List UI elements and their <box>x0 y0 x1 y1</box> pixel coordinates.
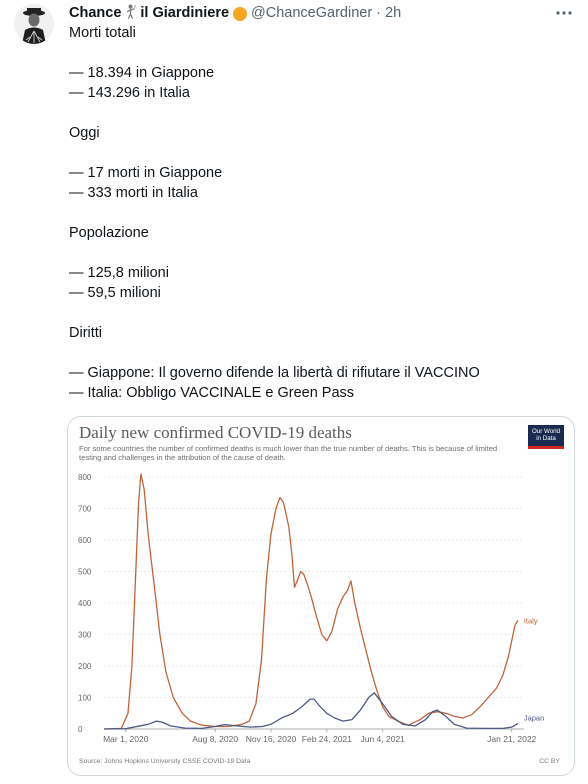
tweet-line: Diritti <box>69 325 103 341</box>
chart-series-line-japan <box>104 693 518 729</box>
owid-logo-line: Our World <box>531 428 561 435</box>
tweet-line: — 143.296 in Italia <box>69 85 190 101</box>
chart-x-tick-label: Aug 8, 2020 <box>192 734 239 744</box>
tweet-line: — 18.394 in Giappone <box>69 65 215 81</box>
display-name[interactable]: Chance <box>69 5 122 21</box>
tweet-text <box>69 23 569 403</box>
owid-logo-line: in Data <box>536 435 556 442</box>
chart-x-tick-label: Mar 1, 2020 <box>103 734 149 744</box>
chart-y-tick-label: 400 <box>78 599 92 608</box>
tweet-line <box>69 43 569 63</box>
owid-logo <box>528 425 564 449</box>
chart-y-tick-label: 700 <box>78 504 92 514</box>
tweet-line: Morti totali <box>69 25 136 41</box>
chart-legend-label-japan: Japan <box>523 713 545 723</box>
avatar-image <box>14 4 54 44</box>
tweet-line: — Italia: Obbligo VACCINALE e Green Pass <box>69 385 355 401</box>
avatar[interactable] <box>14 4 54 44</box>
chart-x-tick-label: Jan 21, 2022 <box>487 734 537 744</box>
tweet-line <box>69 243 569 263</box>
orange-emoji-icon <box>233 7 247 21</box>
more-options-button[interactable] <box>552 4 576 22</box>
tweet-line <box>69 203 569 223</box>
tweet-line: — 333 morti in Italia <box>69 185 198 201</box>
tweet-header <box>69 3 548 23</box>
chart-y-tick-label: 300 <box>78 630 92 640</box>
tweet-media-image[interactable] <box>67 416 575 776</box>
chart-series-line-italy <box>104 474 518 729</box>
owid-logo-bar <box>528 446 564 449</box>
chart-title: Daily new confirmed COVID-19 deaths <box>79 423 352 442</box>
chart-y-tick-label: 500 <box>78 567 92 577</box>
tweet-line: Oggi <box>69 125 100 141</box>
chart-x-tick-label: Nov 16, 2020 <box>245 734 297 744</box>
gardener-figure-icon <box>125 4 136 22</box>
more-dots-icon <box>555 11 573 15</box>
chart-plot <box>68 465 574 757</box>
tweet-timestamp[interactable]: 2h <box>385 5 402 21</box>
chart-x-tick-label: Feb 24, 2021 <box>301 734 352 744</box>
tweet-line: — Giappone: Il governo difende la libertà di rifiutare il VACCINO <box>69 365 480 381</box>
tweet-line: — 17 morti in Giappone <box>69 165 223 181</box>
tweet-line: Popolazione <box>69 225 149 241</box>
chart-y-tick-label: 200 <box>78 662 92 671</box>
chart-y-tick-label: 800 <box>78 473 92 482</box>
tweet-line: — 125,8 milioni <box>69 265 169 281</box>
chart-y-tick-label: 600 <box>78 536 92 545</box>
chart-subtitle: For some countries the number of confirmed deaths is much lower than the true number of deaths. This is because of limited testing and challenges in the attribution of the cause of death. <box>79 444 498 462</box>
chart-y-tick-label: 100 <box>78 693 92 703</box>
chart-legend-label-italy: Italy <box>523 616 538 626</box>
separator-dot: · <box>376 5 382 21</box>
tweet-line <box>69 343 569 363</box>
chart-x-tick-label: Jun 4, 2021 <box>360 734 405 744</box>
tweet-line <box>69 303 569 323</box>
tweet-line: — 59,5 milioni <box>69 285 161 301</box>
user-handle[interactable]: @ChanceGardiner <box>251 5 373 21</box>
display-name-suffix[interactable]: il Giardiniere <box>140 5 230 21</box>
tweet-line <box>69 143 569 163</box>
chart-license: CC BY <box>539 758 560 765</box>
chart-source: Source: Johns Hopkins University CSSE COVID-19 Data <box>79 758 251 765</box>
chart-y-tick-label: 0 <box>78 725 83 734</box>
tweet-line <box>69 103 569 123</box>
